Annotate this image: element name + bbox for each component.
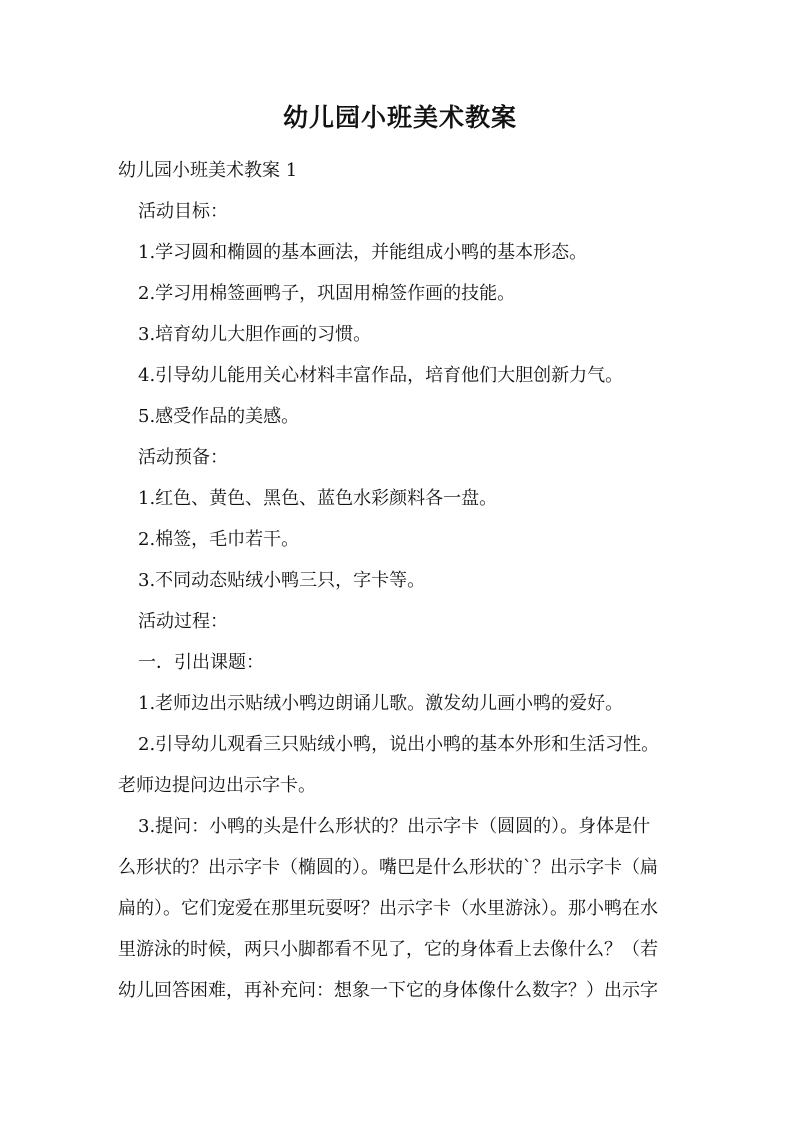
- paragraph-line: 1.学习圆和椭圆的基本画法，并能组成小鸭的基本形态。: [138, 242, 588, 263]
- paragraph-line: 老师边提问边出示字卡。: [118, 775, 316, 796]
- paragraph-line: 活动预备：: [138, 447, 228, 468]
- paragraph-line: 一．引出课题：: [138, 652, 264, 673]
- document-title: 幼儿园小班美术教案: [282, 103, 517, 132]
- paragraph-line: 2.学习用棉签画鸭子，巩固用棉签作画的技能。: [138, 283, 516, 304]
- paragraph-line: 3.提问：小鸭的头是什么形状的？出示字卡（圆圆的）。身体是什: [138, 816, 651, 837]
- section-heading: 幼儿园小班美术教案 1: [118, 160, 298, 181]
- paragraph-line: 5.感受作品的美感。: [138, 406, 300, 427]
- paragraph-line: 活动过程：: [138, 611, 228, 632]
- paragraph-line: 么形状的？出示字卡（椭圆的）。嘴巴是什么形状的`？出示字卡（扁: [118, 857, 658, 878]
- paragraph-line: 4.引导幼儿能用关心材料丰富作品，培育他们大胆创新力气。: [138, 365, 624, 386]
- paragraph-line: 2.棉签，毛巾若干。: [138, 529, 300, 550]
- paragraph-line: 2.引导幼儿观看三只贴绒小鸭，说出小鸭的基本外形和生活习性。: [138, 734, 660, 755]
- paragraph-line: 幼儿回答困难，再补充问：想象一下它的身体像什么数字？）出示字: [118, 980, 658, 1001]
- paragraph-line: 3.不同动态贴绒小鸭三只，字卡等。: [138, 570, 426, 591]
- paragraph-line: 1.红色、黄色、黑色、蓝色水彩颜料各一盘。: [138, 488, 498, 509]
- paragraph-line: 扁的）。它们宠爱在那里玩耍呀？出示字卡（水里游泳）。那小鸭在水: [118, 898, 658, 919]
- paragraph-line: 1.老师边出示贴绒小鸭边朗诵儿歌。激发幼儿画小鸭的爱好。: [138, 693, 624, 714]
- paragraph-line: 活动目标：: [138, 201, 228, 222]
- paragraph-line: 里游泳的时候，两只小脚都看不见了，它的身体看上去像什么？（若: [118, 939, 658, 960]
- paragraph-line: 3.培育幼儿大胆作画的习惯。: [138, 324, 372, 345]
